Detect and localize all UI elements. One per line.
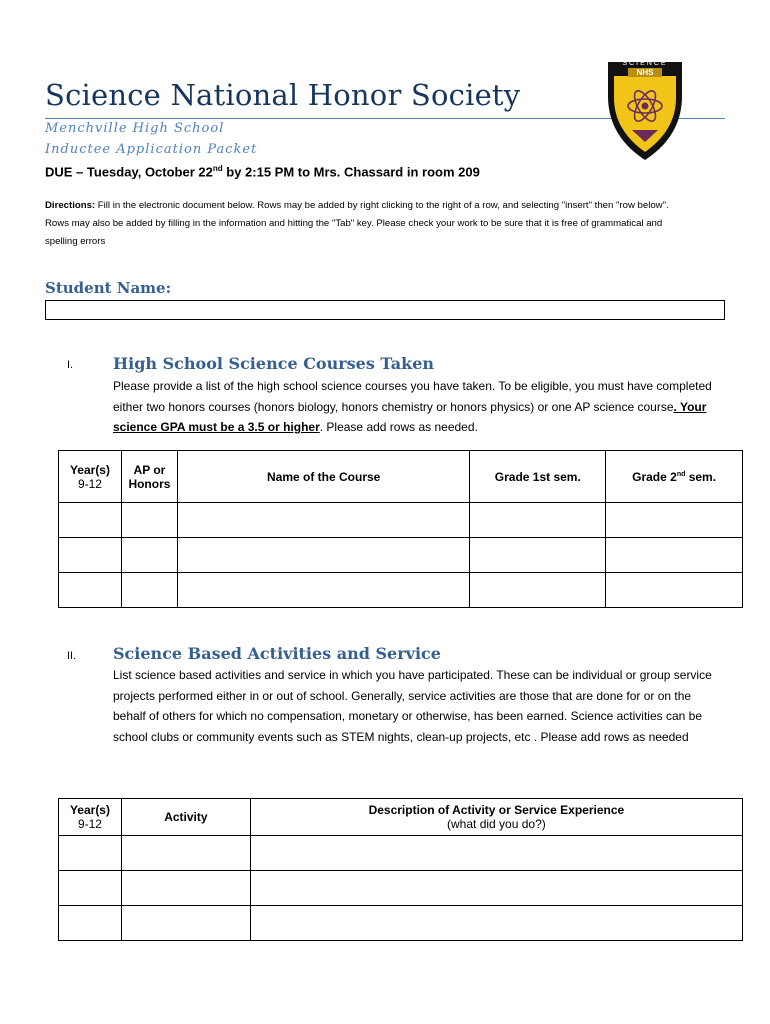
student-name-field[interactable] bbox=[45, 300, 725, 320]
table-cell[interactable] bbox=[59, 503, 122, 538]
col-grade-2: Grade 2nd sem. bbox=[606, 451, 743, 503]
packet-name: Inductee Application Packet bbox=[45, 142, 258, 157]
table-cell[interactable] bbox=[121, 573, 177, 608]
activities-header-row bbox=[59, 799, 743, 836]
table-cell[interactable] bbox=[121, 871, 250, 906]
section1-instructions: Please provide a list of the high school science courses you have taken. To be eligible, you must have completed either two honors courses (honors biology, honors chemistry or honors physics) or one AP science course. Your science GPA must be a 3.5 or higher. Please add rows as needed. bbox=[113, 379, 712, 434]
table-row bbox=[59, 906, 743, 941]
table-row bbox=[59, 871, 743, 906]
table-cell[interactable] bbox=[59, 836, 122, 871]
table-cell[interactable] bbox=[121, 906, 250, 941]
table-cell[interactable] bbox=[250, 906, 742, 941]
table-cell[interactable] bbox=[606, 538, 743, 573]
table-cell[interactable] bbox=[606, 573, 743, 608]
table-cell[interactable] bbox=[250, 871, 742, 906]
table-row bbox=[59, 836, 743, 871]
table-cell[interactable] bbox=[121, 538, 177, 573]
school-name: Menchville High School bbox=[45, 121, 225, 136]
table-cell[interactable] bbox=[177, 503, 469, 538]
snhs-logo bbox=[604, 56, 686, 169]
section1-numeral: I. bbox=[67, 359, 74, 371]
table-cell[interactable] bbox=[606, 503, 743, 538]
document-title: Science National Honor Society bbox=[45, 78, 521, 112]
section2-title: Science Based Activities and Service bbox=[113, 644, 441, 663]
col-year: Year(s) 9-12 bbox=[59, 799, 122, 836]
logo-top-text: SCIENCE bbox=[622, 60, 668, 67]
section2-instructions: List science based activities and service in which you have participated. These can be individual or group service projects performed either in or out of school. Generally, service activities are those that are done for or on the behalf of others for which no compensation, monetary or otherwise, has been earned. Science activities can be school clubs or community events such as STEM nights, clean-up projects, etc . Please add rows as needed bbox=[113, 668, 712, 744]
table-cell[interactable] bbox=[470, 573, 606, 608]
table-cell[interactable] bbox=[59, 871, 122, 906]
col-year: Year(s) 9-12 bbox=[59, 451, 122, 503]
col-description: Description of Activity or Service Experience (what did you do?) bbox=[250, 799, 742, 836]
col-ap-honors: AP or Honors bbox=[121, 451, 177, 503]
logo-badge-text: NHS bbox=[636, 68, 654, 77]
table-cell[interactable] bbox=[59, 573, 122, 608]
col-activity: Activity bbox=[121, 799, 250, 836]
table-cell[interactable] bbox=[121, 836, 250, 871]
courses-table bbox=[58, 450, 743, 608]
table-cell[interactable] bbox=[470, 538, 606, 573]
table-cell[interactable] bbox=[59, 538, 122, 573]
section1-title: High School Science Courses Taken bbox=[113, 354, 435, 373]
section2-numeral: II. bbox=[67, 650, 77, 662]
directions-text: Directions: Fill in the electronic document below. Rows may be added by right clicking to the right of a row, and selecting "insert" then "row below". Rows may also be added by filling in the information and hitting the "Tab" key. Please check your work to be sure that it is free of grammatical and spelling errors bbox=[45, 200, 669, 247]
table-cell[interactable] bbox=[59, 906, 122, 941]
student-name-label: Student Name: bbox=[45, 279, 172, 297]
table-row bbox=[59, 573, 743, 608]
table-cell[interactable] bbox=[470, 503, 606, 538]
table-cell[interactable] bbox=[177, 538, 469, 573]
activities-table bbox=[58, 798, 743, 941]
courses-header-row bbox=[59, 451, 743, 503]
table-cell[interactable] bbox=[121, 503, 177, 538]
col-grade-1: Grade 1st sem. bbox=[470, 451, 606, 503]
table-row bbox=[59, 503, 743, 538]
due-date: DUE – Tuesday, October 22nd by 2:15 PM to Mrs. Chassard in room 209 bbox=[45, 164, 480, 180]
col-course-name: Name of the Course bbox=[177, 451, 469, 503]
table-cell[interactable] bbox=[177, 573, 469, 608]
table-cell[interactable] bbox=[250, 836, 742, 871]
table-row bbox=[59, 538, 743, 573]
